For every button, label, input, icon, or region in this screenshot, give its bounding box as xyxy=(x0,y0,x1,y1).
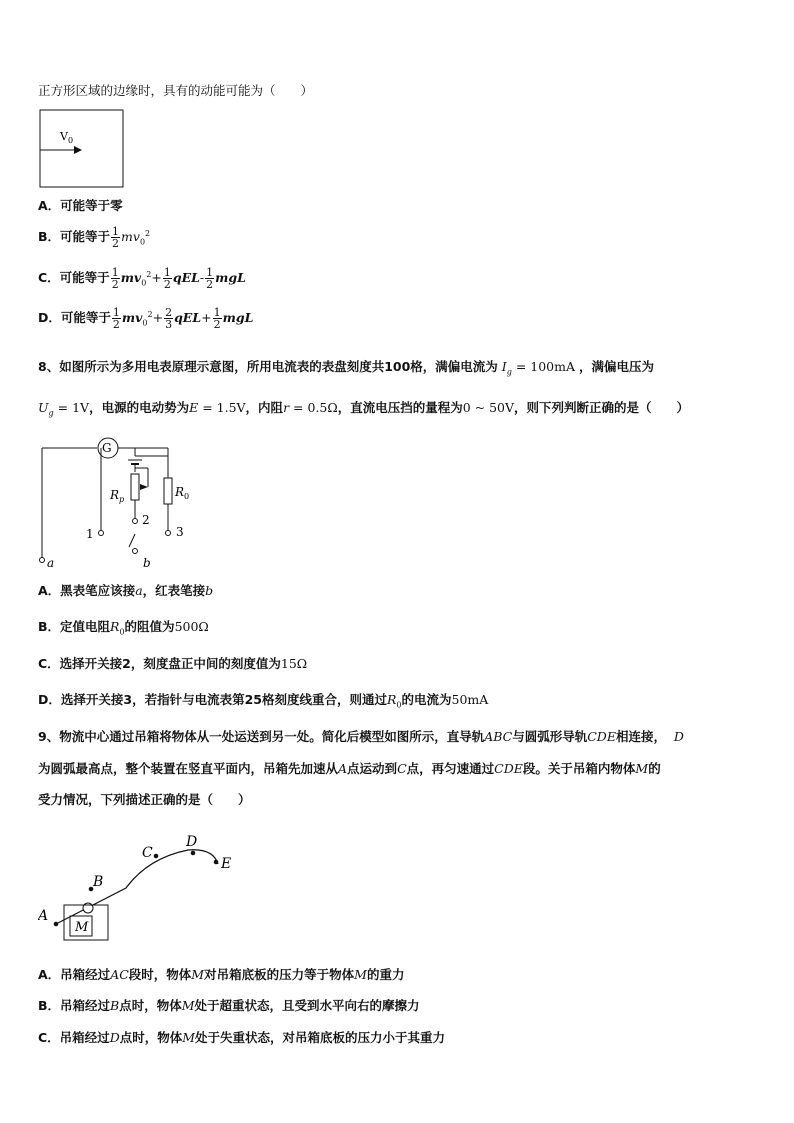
terminal-3-label: 3 xyxy=(176,525,184,539)
rp-label: R xyxy=(110,488,120,502)
q8-option-c: C．选择开关接2，刻度盘正中间的刻度值为15Ω xyxy=(38,656,308,671)
question-9-line3: 受力情况，下列描述正确的是（ ） xyxy=(38,792,251,807)
question-9-line2: 为圆弧最高点，整个装置在竖直平面内，吊箱先加速从A点运动到C点，再匀速通过CDE段。关于吊箱内物体M的 xyxy=(38,761,661,776)
option-b: B．可能等于 $\frac{1}{2}$ $mv_0^2$ xyxy=(38,225,151,251)
r0-label: R xyxy=(175,485,185,499)
point-a-label: A xyxy=(38,908,49,924)
point-e-label: E xyxy=(221,856,232,872)
point-b-label: B xyxy=(93,874,104,890)
svg-text:0: 0 xyxy=(68,136,74,145)
question-9-line1: 9、物流中心通过吊箱将物体从一处运送到另一处。简化后模型如图所示，直导轨ABC与圆弧形导轨CDE相连接， D xyxy=(38,729,684,744)
q8-option-d: D．选择开关接3，若指针与电流表第25格刻度线重合，则通过$R_0$的电流为50mA xyxy=(38,692,489,710)
q9-option-c: C．吊箱经过D点时，物体M处于失重状态，对吊箱底板的压力小于其重力 xyxy=(38,1030,446,1045)
point-d-label: D xyxy=(186,834,198,850)
terminal-2-label: 2 xyxy=(142,513,150,527)
terminal-a-label: a xyxy=(47,556,55,570)
option-a: A．可能等于零 xyxy=(38,198,123,213)
svg-text:p: p xyxy=(119,495,125,504)
cable-track-figure xyxy=(38,828,238,943)
question-text-intro: 正方形区域的边缘时，具有的动能可能为（ ） xyxy=(38,83,314,98)
square-field-figure xyxy=(38,108,128,190)
multimeter-circuit-figure xyxy=(36,434,206,572)
mass-m-label: M xyxy=(75,920,89,935)
question-8-line1: 8、如图所示为多用电表原理示意图，所用电流表的表盘刻度共100格，满偏电流为 $I_g = 100mA$ ，满偏电压为 xyxy=(38,359,655,377)
q9-option-b: B．吊箱经过B点时，物体M处于超重状态，且受到水平向右的摩擦力 xyxy=(38,998,420,1013)
option-c: C．可能等于 $\frac{1}{2}$ $mv_0^2+$ $\frac{1}{2}$ qEL- $\frac{1}{2}$ mgL xyxy=(38,266,246,292)
q8-option-b: B．定值电阻$R_0$的阻值为500Ω xyxy=(38,619,209,637)
option-d: D．可能等于 $\frac{1}{2}$ $mv_0^2+$ $\frac{2}{3}$ qEL+ $\frac{1}{2}$ mgL xyxy=(38,306,254,332)
q9-option-a: A．吊箱经过AC段时，物体M对吊箱底板的压力等于物体M的重力 xyxy=(38,967,405,982)
galvanometer-label: G xyxy=(102,441,112,455)
velocity-label: V xyxy=(60,130,68,143)
q8-option-a: A．黑表笔应该接a，红表笔接b xyxy=(38,583,214,598)
terminal-b-label: b xyxy=(143,556,151,570)
question-8-line2: $U_g = 1V$，电源的电动势为E = 1.5V，内阻r = 0.5Ω，直流电压挡的量程为0 ~ 50V，则下列判断正确的是（ ） xyxy=(38,400,690,418)
svg-text:0: 0 xyxy=(184,492,190,501)
terminal-1-label: 1 xyxy=(86,527,94,541)
point-c-label: C xyxy=(142,845,153,861)
